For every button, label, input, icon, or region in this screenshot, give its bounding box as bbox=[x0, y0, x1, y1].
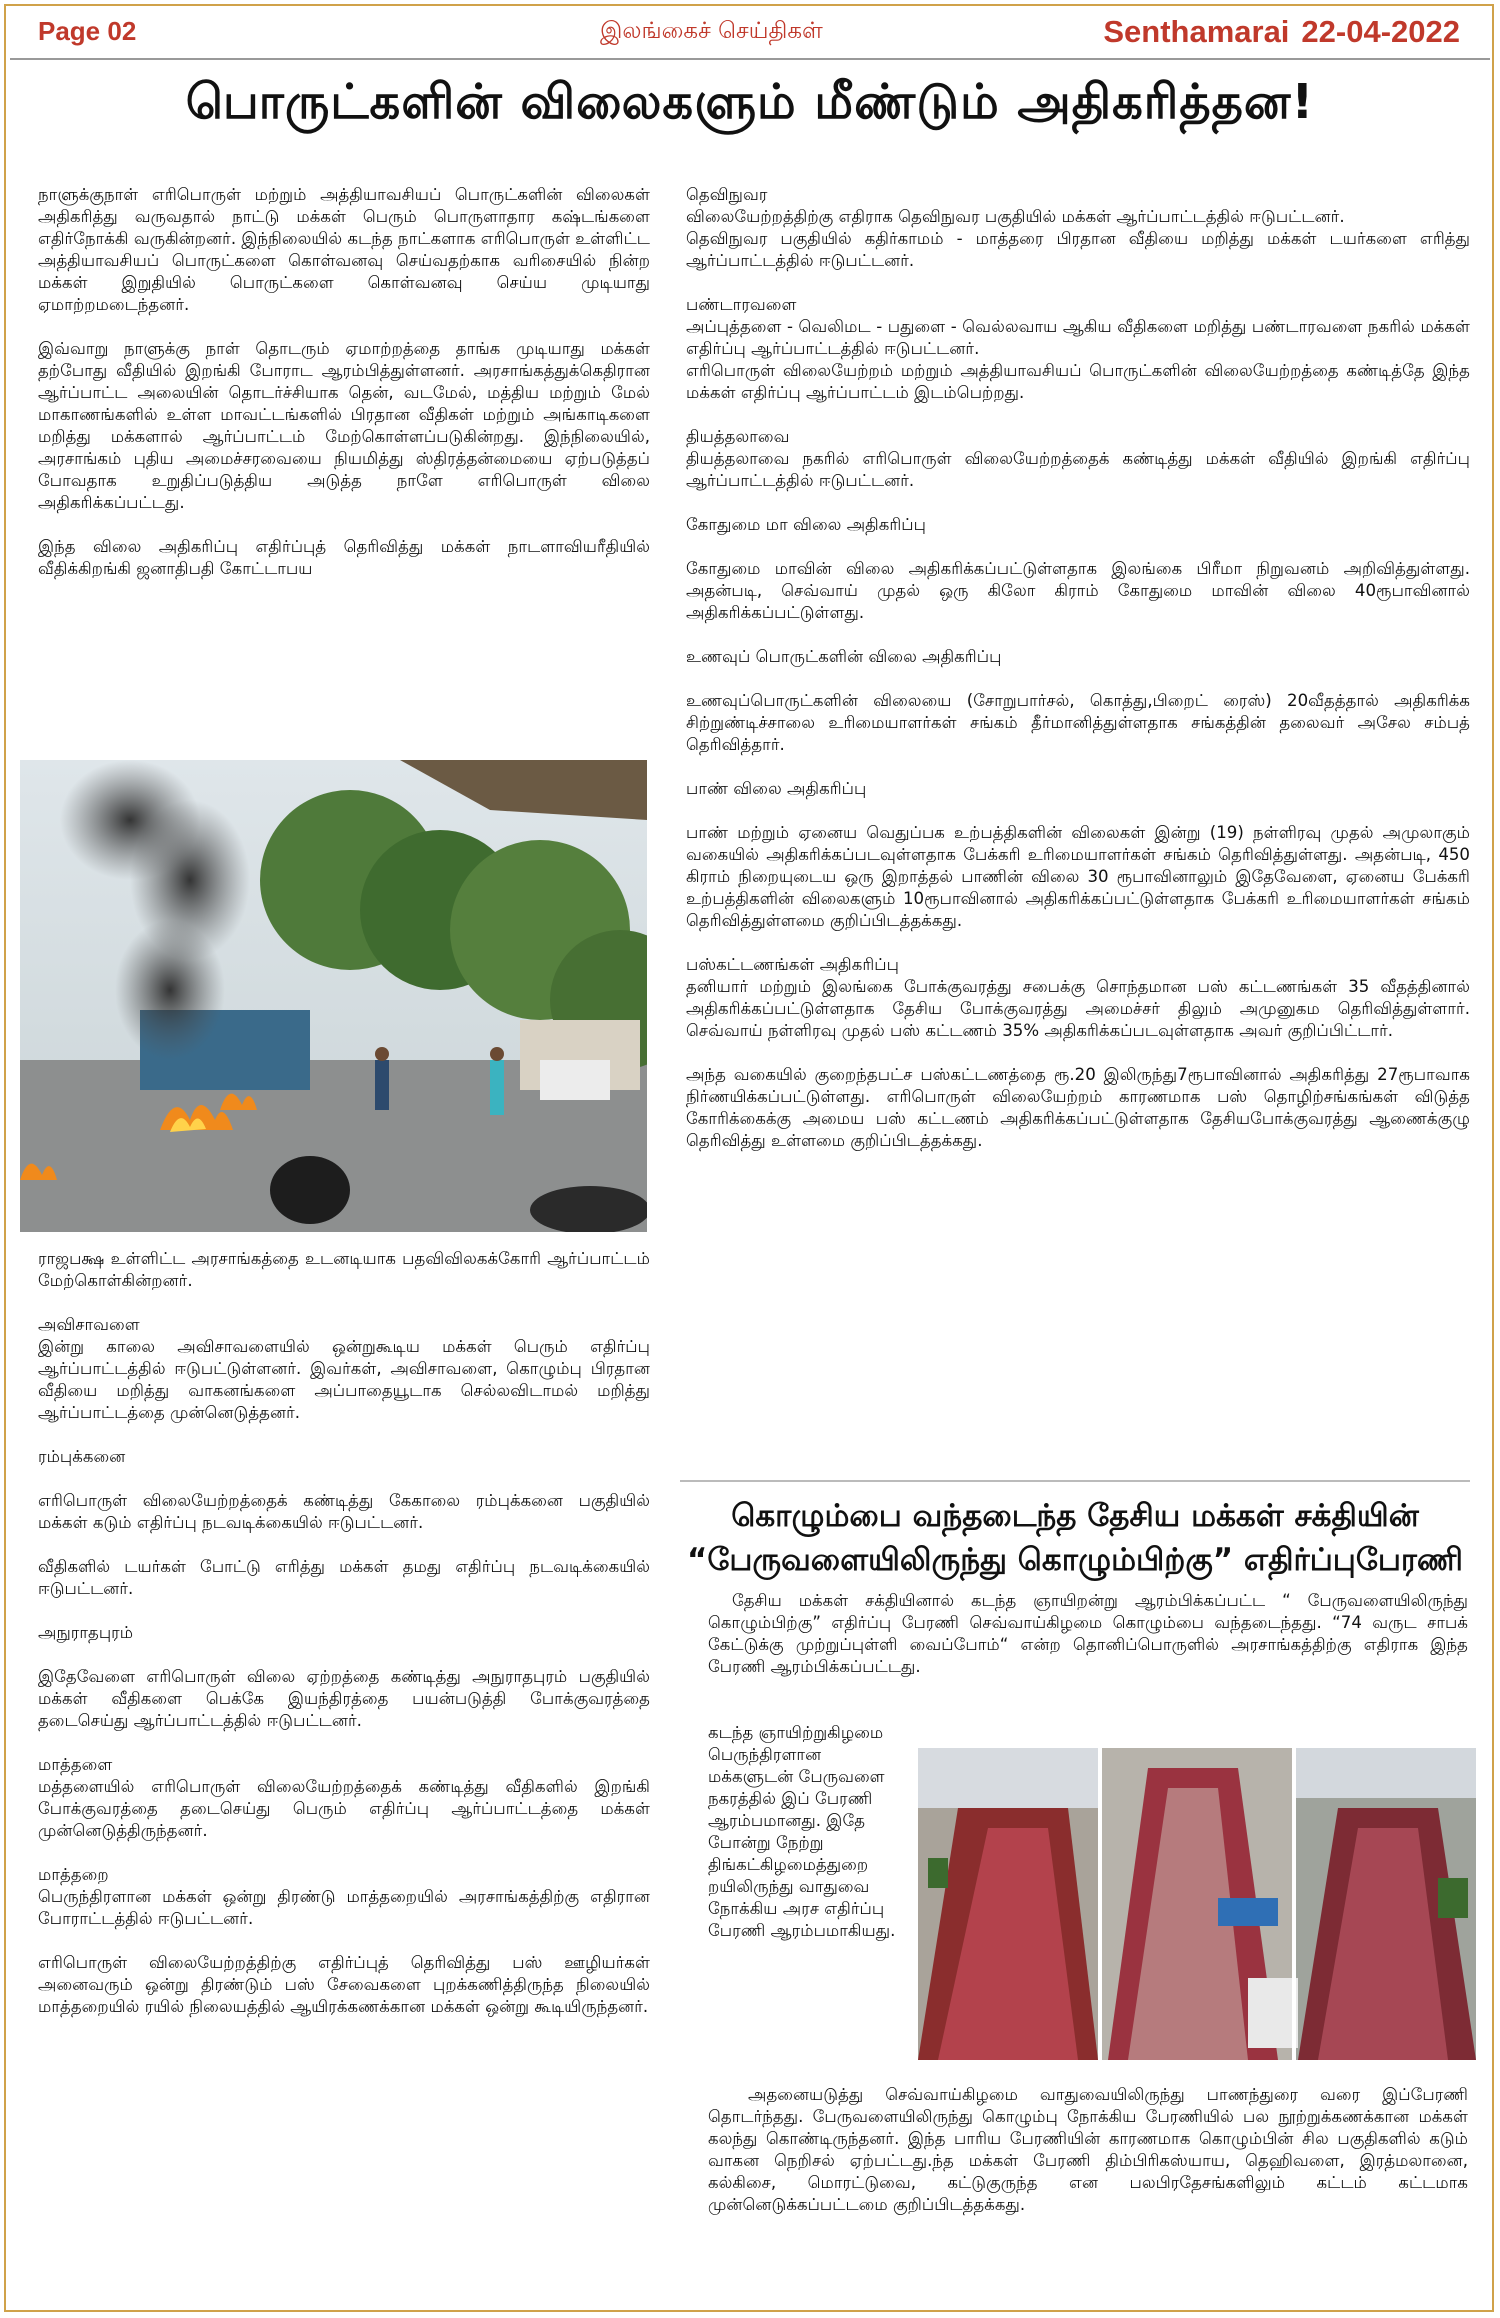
subheading-bus-fare: பஸ்கட்டணங்கள் அதிகரிப்பு bbox=[686, 955, 900, 974]
issue-date: 22-04-2022 bbox=[1301, 14, 1460, 49]
protest-photo bbox=[20, 760, 647, 1232]
subheading-matale: மாத்தளை bbox=[38, 1755, 113, 1774]
article-paragraph: தெவிநுவர பகுதியில் கதிர்காமம் - மாத்தரை பிரதான வீதியை மறித்து மக்கள் டயர்களை எரித்து ஆர்ப்பாட்டத்தில் ஈடுபட்டனர். bbox=[686, 229, 1470, 270]
article-paragraph: எரிபொருள் விலையேற்றத்திற்கு எதிர்ப்புத் தெரிவித்து பஸ் ஊழியர்கள் அனைவரும் ஒன்று திரண்டும் பஸ் சேவைகளை புறக்கணித்திருந்த நிலையில் மாத்தறையில் ரயில் நிலையத்தில் ஆயிரக்கணக்கான மக்கள் ஒன்று கூடியிருந்தனர். bbox=[38, 1953, 650, 2016]
section-divider bbox=[680, 1480, 1470, 1482]
article-paragraph: அந்த வகையில் குறைந்தபட்ச பஸ்கட்டணத்தை ரூ.20 இலிருந்து7ரூபாவினால் அதிகரித்து 27ரூபாவாக நிர்ணயிக்கப்பட்டுள்ளது. எரிபொருள் விலையேற்றம் காரணமாக பஸ் தொழிற்சங்கங்கள் விடுத்த கோரிக்கைக்கு அமைய பஸ் கட்டணம் அதிகரிக்கப்பட்டுள்ளதாக தேசியபோக்குவரத்து ஆணைக்குழு தெரிவித்து உள்ளமை குறிப்பிடத்தக்கது. bbox=[686, 1065, 1470, 1150]
article-paragraph: வீதிகளில் டயர்கள் போட்டு எரித்து மக்கள் தமது எதிர்ப்பு நடவடிக்கையில் ஈடுபட்டனர். bbox=[38, 1557, 650, 1598]
subheading-devinuwara: தெவிநுவர bbox=[686, 185, 768, 204]
subheading-food-price: உணவுப் பொருட்களின் விலை அதிகரிப்பு bbox=[686, 647, 1002, 666]
subheading-anuradhapura: அநுராதபுரம் bbox=[38, 1623, 134, 1642]
article-paragraph: எரிபொருள் விலையேற்றம் மற்றும் அத்தியாவசியப் பொருட்களின் விலையேற்றத்தை கண்டித்தே இந்த மக்கள் எதிர்ப்பு ஆர்ப்பாட்டம் இடம்பெற்றது. bbox=[686, 361, 1470, 402]
page-number: Page 02 bbox=[38, 16, 137, 46]
subheading-bandarawela: பண்டாரவளை bbox=[686, 295, 797, 314]
main-headline: பொருட்களின் விலைகளும் மீண்டும் அதிகரித்தன! bbox=[185, 74, 1315, 130]
article-paragraph: தனியார் மற்றும் இலங்கை போக்குவரத்து சபைக்கு சொந்தமான பஸ் கட்டணங்கள் 35 வீதத்தினால் அதிகரிக்கப்பட்டுள்ளதாக தேசிய போக்குவரத்து அமைச்சர் திலும் அமுனுகம தெரிவித்துள்ளார். செவ்வாய் நள்ளிரவு முதல் பஸ் கட்டணம் 35% அதிகரிக்கப்படவுள்ளதாக அவர் குறிப்பிட்டார். bbox=[686, 977, 1470, 1040]
rally-photo-illustration bbox=[918, 1748, 1476, 2060]
paper-name: Senthamarai bbox=[1103, 14, 1290, 49]
subheading-flour-price: கோதுமை மா விலை அதிகரிப்பு bbox=[686, 515, 927, 534]
article-paragraph: உணவுப்பொருட்களின் விலையை (சோறுபார்சல், கொத்து,பிறைட் ரைஸ்) 20வீதத்தால் அதிகரிக்க சிற்றுண்டிச்சாலை உரிமையாளர்கள் சங்கம் தீர்மானித்துள்ளதாக சங்கத்தின் தலைவர் அசேல சம்பத் தெரிவித்தார். bbox=[686, 691, 1470, 754]
article-paragraph: இதேவேளை எரிபொருள் விலை ஏற்றத்தை கண்டித்து அநுராதபுரம் பகுதியில் மக்கள் வீதிகளை பெக்கே இயந்திரத்தை பயன்படுத்தி போக்குவரத்தை தடைசெய்து ஆர்ப்பாட்டத்தில் ஈடுபட்டனர். bbox=[38, 1667, 650, 1730]
box-headline-line2: “பேருவளையிலிருந்து கொழும்பிற்கு” எதிர்ப்புபேரணி bbox=[686, 1542, 1464, 1578]
section-name: இலங்கைச் செய்திகள் bbox=[600, 18, 823, 44]
protest-photo-illustration bbox=[20, 760, 647, 1232]
box-story-headline bbox=[680, 1494, 1470, 1582]
subheading-diyatalawa: தியத்தலாவை bbox=[686, 427, 790, 446]
article-paragraph: மத்தளையில் எரிபொருள் விலையேற்றத்தைக் கண்டித்து வீதிகளில் இறங்கி போக்குவரத்தை தடைசெய்து பெரும் எதிர்ப்பு ஆர்ப்பாட்டத்தை மக்கள் முன்னெடுத்திருந்தனர். bbox=[38, 1777, 650, 1840]
box-story-continued bbox=[708, 2084, 1468, 2238]
masthead bbox=[1091, 14, 1460, 50]
article-paragraph: தியத்தலாவை நகரில் எரிபொருள் விலையேற்றத்தைக் கண்டித்து மக்கள் வீதியில் இறங்கி எதிர்ப்பு ஆர்ப்பாட்டத்தில் ஈடுபட்டனர். bbox=[686, 449, 1470, 490]
article-paragraph: பெருந்திரளான மக்கள் ஒன்று திரண்டு மாத்தறையில் அரசாங்கத்திற்கு எதிரான போராட்டத்தில் ஈடுபட்டனர். bbox=[38, 1887, 650, 1928]
subheading-bread-price: பாண் விலை அதிகரிப்பு bbox=[686, 779, 867, 798]
article-paragraph: இவ்வாறு நாளுக்கு நாள் தொடரும் ஏமாற்றத்தை தாங்க முடியாது மக்கள் தற்போது வீதியில் இறங்கி போராட ஆரம்பித்துள்ளனர். அரசாங்கத்துக்கெதிரான ஆர்ப்பாட்ட அலையின் தொடர்ச்சியாக தென், வடமேல், மத்திய மற்றும் மேல் மாகாணங்களில் உள்ள மாவட்டங்களில் பிரதான வீதிகள் மற்றும் அங்காடிகளை மறித்து மக்களால் ஆர்ப்பாட்டம் மேற்கொள்ளப்படுகின்றது. இந்நிலையில், அரசாங்கம் புதிய அமைச்சரவையை நியமித்து ஸ்திரத்தன்மையை ஏற்படுத்தப் போவதாக உறுதிப்படுத்திய அடுத்த நாளே எரிபொருள் விலை அதிகரிக்கப்பட்டது. bbox=[38, 339, 650, 512]
article-paragraph: அதனையடுத்து செவ்வாய்கிழமை வாதுவையிலிருந்து பாணந்துரை வரை இப்பேரணி தொடர்ந்தது. பேருவளையிலிருந்து கொழும்பு நோக்கிய பேரணியில் பல நூற்றுக்கணக்கான மக்கள் கலந்து கொண்டிருந்தனர். இந்த பாரிய பேரணியின் காரணமாக கொழும்பின் சில பகுதிகளில் கடும் வாகன நெறிசல் ஏற்பட்டது.ந்த மக்கள் பேரணி திம்பிரிகஸ்யாய, தெஹிவளை, இரத்மலானை, கல்கிசை, மொரட்டுவை, கட்டுகுருந்த என பலபிரதேசங்களிலும் கட்டம் கட்டமாக முன்னெடுக்கப்பட்டமை குறிப்பிடத்தக்கது. bbox=[708, 2085, 1468, 2214]
article-paragraph: தேசிய மக்கள் சக்தியினால் கடந்த ஞாயிறன்று ஆரம்பிக்கப்பட்ட “ பேருவளையிலிருந்து கொழும்பிற்கு” எதிர்ப்பு பேரணி செவ்வாய்கிழமை கொழும்பை வந்தடைந்தது. “74 வருட சாபக் கேட்டுக்கு முற்றுப்புள்ளி வைப்போம்“ என்ற தொனிப்பொருளில் அரசாங்கத்திற்கு எதிராக இந்த பேரணி ஆரம்பிக்கப்பட்டது. bbox=[708, 1591, 1468, 1676]
article-paragraph: கோதுமை மாவின் விலை அதிகரிக்கப்பட்டுள்ளதாக இலங்கை பிரீமா நிறுவனம் அறிவித்துள்ளது. அதன்படி, செவ்வாய் முதல் ஒரு கிலோ கிராம் கோதுமை மாவின் விலை 40ரூபாவினால் அதிகரிக்கப்பட்டுள்ளது. bbox=[686, 559, 1470, 622]
box-headline-line1: கொழும்பை வந்தடைந்த தேசிய மக்கள் சக்தியின் bbox=[731, 1498, 1419, 1534]
article-paragraph: எரிபொருள் விலையேற்றத்தைக் கண்டித்து கேகாலை ரம்புக்கனை பகுதியில் மக்கள் கடும் எதிர்ப்பு நடவடிக்கையில் ஈடுபட்டனர். bbox=[38, 1491, 650, 1532]
right-column bbox=[686, 184, 1470, 1174]
photo-caption: ராஜபக்ஷ உள்ளிட்ட அரசாங்கத்தை உடனடியாக பதவிவிலகக்கோரி ஆர்ப்பாட்டம் மேற்கொள்கின்றனர். bbox=[38, 1249, 650, 1290]
subheading-rambukkana: ரம்புக்கனை bbox=[38, 1447, 126, 1466]
left-column bbox=[38, 184, 650, 602]
box-story-narrow-text bbox=[708, 1722, 908, 1964]
article-paragraph: அப்புத்தளை - வெலிமட - பதுளை - வெல்லவாய ஆகிய வீதிகளை மறித்து பண்டாரவளை நகரில் மக்கள் எதிர்ப்பு ஆர்ப்பாட்டத்தில் ஈடுபட்டனர். bbox=[686, 317, 1470, 358]
article-paragraph: விலையேற்றத்திற்கு எதிராக தெவிநுவர பகுதியில் மக்கள் ஆர்ப்பாட்டத்தில் ஈடுபட்டனர். bbox=[686, 207, 1345, 226]
article-paragraph: கடந்த ஞாயிற்றுகிழமை பெருந்திரளான மக்களுடன் பேருவளை நகரத்தில் இப் பேரணி ஆரம்பமானது. இதே போன்று நேற்று திங்கட்கிழமைத்துறை றயிலிருந்து வாதுவை நோக்கிய அரச எதிர்ப்பு பேரணி ஆரம்பமாகியது. bbox=[708, 1723, 896, 1940]
article-paragraph: இந்த விலை அதிகரிப்பு எதிர்ப்புத் தெரிவித்து மக்கள் நாடளாவியரீதியில் வீதிக்கிறங்கி ஜனாதிபதி கோட்டாபய bbox=[38, 537, 650, 578]
rally-photo bbox=[918, 1748, 1476, 2060]
subheading-matara: மாத்தறை bbox=[38, 1865, 109, 1884]
article-paragraph: இன்று காலை அவிசாவளையில் ஒன்றுகூடிய மக்கள் பெரும் எதிர்ப்பு ஆர்ப்பாட்டத்தில் ஈடுபட்டுள்ளனர். இவர்கள், அவிசாவளை, கொழும்பு பிரதான வீதியை மறித்து வாகனங்களை அப்பாதையூடாக செல்லவிடாமல் மறித்து ஆர்ப்பாட்டத்தை முன்னெடுத்தனர். bbox=[38, 1337, 650, 1422]
box-story-intro bbox=[708, 1590, 1468, 1700]
article-paragraph: நாளுக்குநாள் எரிபொருள் மற்றும் அத்தியாவசியப் பொருட்களின் விலைகள் அதிகரித்து வருவதால் நாட்டு மக்கள் பெரும் பொருளாதார கஷ்டங்களை எதிர்நோக்கி வருகின்றனர். இந்நிலையில் கடந்த நாட்களாக எரிபொருள் உள்ளிட்ட அத்தியாவசியப் பொருட்களை கொள்வனவு செய்வதற்காக வரிசையில் நின்ற மக்கள் இறுதியில் பொருட்களை கொள்வனவு செய்ய முடியாது ஏமாற்றமடைந்தனர். bbox=[38, 185, 650, 314]
subheading-avissawella: அவிசாவளை bbox=[38, 1315, 140, 1334]
page-header bbox=[10, 6, 1490, 60]
left-column-continued bbox=[38, 1248, 650, 2040]
article-paragraph: பாண் மற்றும் ஏனைய வெதுப்பக உற்பத்திகளின் விலைகள் இன்று (19) நள்ளிரவு முதல் அமுலாகும் வகையில் அதிகரிக்கப்படவுள்ளதாக பேக்கரி உரிமையாளர்கள் சங்கம் தெரிவித்துள்ளது. அதன்படி, 450 கிராம் நிறையுடைய ஒரு இறாத்தல் பாணின் விலை 30 ரூபாவினாலும் இதேவேளை, ஏனைய பேக்கரி உற்பத்திகளின் விலைகளும் 10ரூபாவினால் அதிகரிக்கப்பட்டுள்ளதாக பேக்கரி உரிமையாளர்கள் சங்கம் தெரிவித்துள்ளமை குறிப்பிடத்தக்கது. bbox=[686, 823, 1470, 930]
